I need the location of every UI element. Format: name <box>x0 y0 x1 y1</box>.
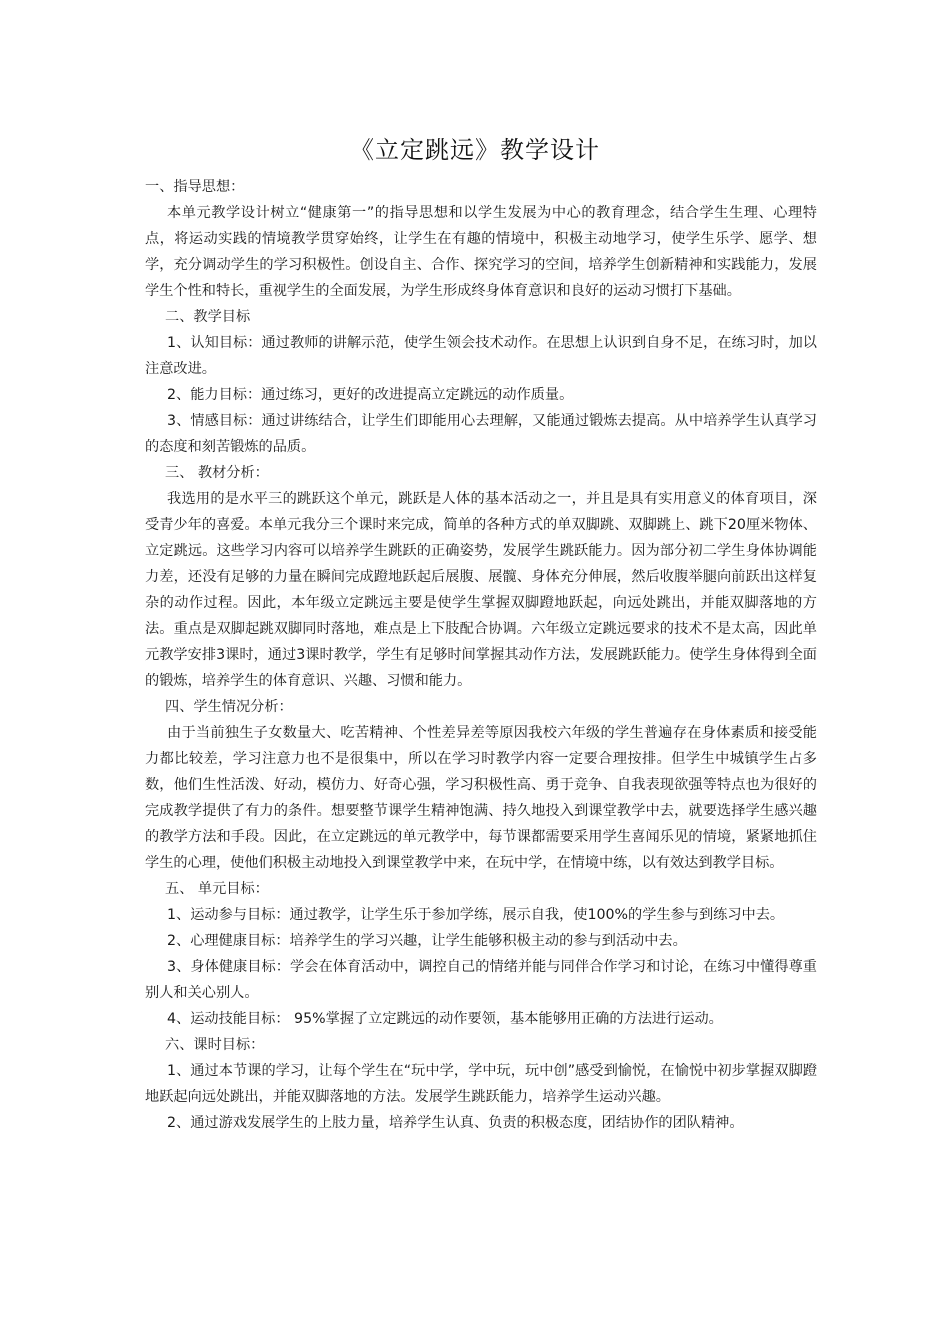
paragraph-student-analysis: 由于当前独生子女数量大、吃苦精神、个性差异差等原因我校六年级的学生普遍存在身体素质和接受能力都比较差，学习注意力也不是很集中，所以在学习时教学内容一定要合理按排。但学生中城镇学生占多数，他们生性活泼、好动，模仿力、好奇心强，学习积极性高、勇于竞争、自我表现欲强等特点也为很好的完成教学提供了有力的条件。想要整节课学生精神饱满、持久地投入到课堂教学中去，就要选择学生感兴趣的教学方法和手段。因此，在立定跳远的单元教学中，每节课都需要采用学生喜闻乐见的情境，紧紧地抓住学生的心理，使他们积极主动地投入到课堂教学中来，在玩中学，在情境中练，以有效达到教学目标。 <box>145 725 817 871</box>
section-heading-unit-goals: 五、 单元目标： <box>165 881 269 897</box>
lesson-goal-1: 1、通过本节课的学习，让每个学生在“玩中学，学中玩，玩中创”感受到愉悦，在愉悦中初步掌握双脚蹬地跃起向远处跳出，并能双脚落地的方法。发展学生跳跃能力，培养学生运动兴趣。 <box>145 1063 817 1105</box>
goal-emotion: 3、情感目标：通过讲练结合，让学生们即能用心去理解，又能通过锻炼去提高。从中培养学生认真学习的态度和刻苦锻炼的品质。 <box>145 413 817 455</box>
unit-goal-motor-skill: 4、运动技能目标： 95%掌握了立定跳远的动作要领，基本能够用正确的方法进行运动。 <box>167 1011 723 1027</box>
document-body <box>145 174 817 1136</box>
paragraph-material-analysis: 我选用的是水平三的跳跃这个单元，跳跃是人体的基本活动之一，并且是具有实用意义的体育项目，深受青少年的喜爱。本单元我分三个课时来完成，简单的各种方式的单双脚跳、双脚跳上、跳下20厘米物体、立定跳远。这些学习内容可以培养学生跳跃的正确姿势，发展学生跳跃能力。因为部分初二学生身体协调能力差，还没有足够的力量在瞬间完成蹬地跃起后展腹、展髋、身体充分伸展，然后收腹举腿向前跃出这样复杂的动作过程。因此，本年级立定跳远主要是使学生掌握双脚蹬地跃起，向远处跳出，并能双脚落地的方法。重点是双脚起跳双脚同时落地，难点是上下肢配合协调。六年级立定跳远要求的技术不是太高，因此单元教学安排3课时，通过3课时教学，学生有足够时间掌握其动作方法，发展跳跃能力。使学生身体得到全面的锻炼，培养学生的体育意识、兴趣、习惯和能力。 <box>145 491 817 689</box>
section-heading-lesson-goals: 六、课时目标： <box>165 1037 265 1053</box>
unit-goal-participation: 1、运动参与目标：通过教学，让学生乐于参加学练，展示自我，使100%的学生参与到练习中去。 <box>167 907 785 923</box>
lesson-goal-2: 2、通过游戏发展学生的上肢力量，培养学生认真、负责的积极态度，团结协作的团队精神。 <box>167 1115 744 1131</box>
paragraph-guiding-thought: 本单元教学设计树立“健康第一”的指导思想和以学生发展为中心的教育理念，结合学生生理、心理特点，将运动实践的情境教学贯穿始终，让学生在有趣的情境中，积极主动地学习，使学生乐学、愿学、想学，充分调动学生的学习积极性。创设自主、合作、探究学习的空间，培养学生创新精神和实践能力，发展学生个性和特长，重视学生的全面发展，为学生形成终身体育意识和良好的运动习惯打下基础。 <box>145 205 817 299</box>
section-heading-student-analysis: 四、学生情况分析： <box>165 699 293 715</box>
section-heading-material-analysis: 三、 教材分析： <box>165 465 269 481</box>
document-title: 《立定跳远》教学设计 <box>350 136 600 164</box>
unit-goal-physical-health: 3、身体健康目标：学会在体育活动中，调控自己的情绪并能与同伴合作学习和讨论，在练习中懂得尊重别人和关心别人。 <box>145 959 817 1001</box>
goal-cognitive: 1、认知目标：通过教师的讲解示范，使学生领会技术动作。在思想上认识到自身不足，在练习时，加以注意改进。 <box>145 335 817 377</box>
section-heading-teaching-goals: 二、教学目标 <box>165 309 251 325</box>
unit-goal-mental-health: 2、心理健康目标：培养学生的学习兴趣，让学生能够积极主动的参与到活动中去。 <box>167 933 687 949</box>
goal-ability: 2、能力目标：通过练习，更好的改进提高立定跳远的动作质量。 <box>167 387 574 403</box>
section-heading-guiding-thought: 一、指导思想： <box>145 179 245 195</box>
